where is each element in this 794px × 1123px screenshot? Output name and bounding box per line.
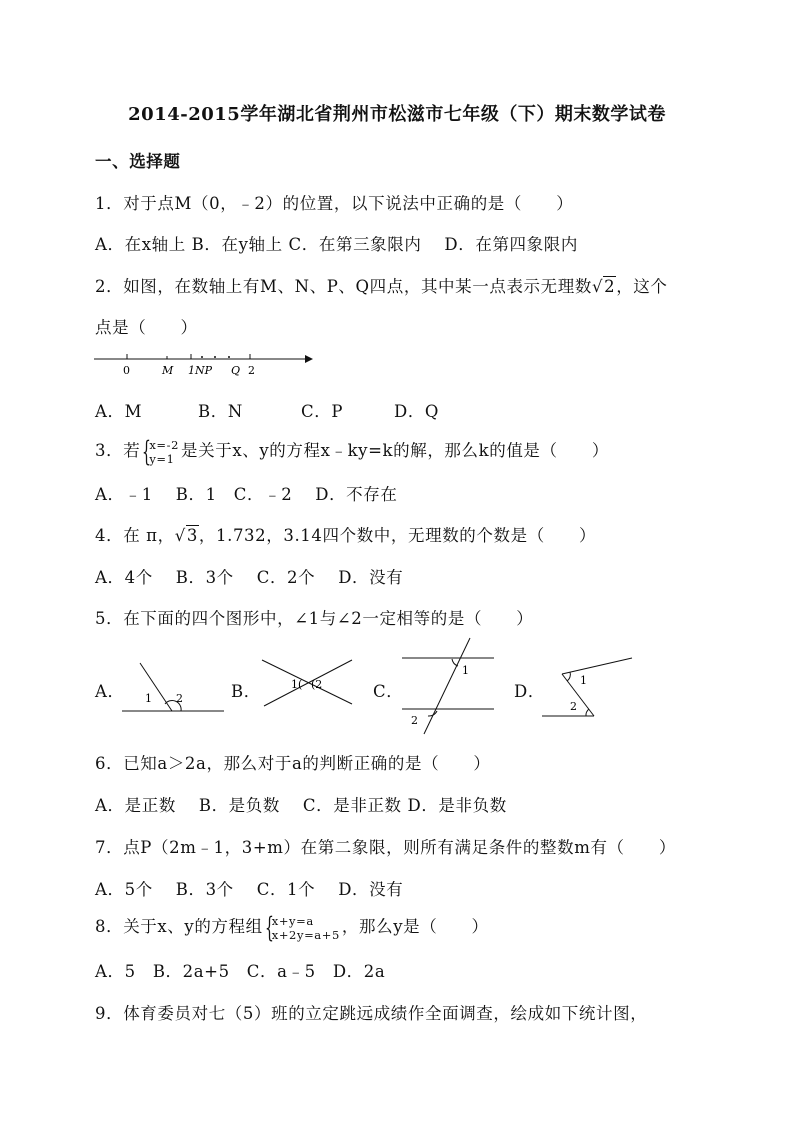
question-4-options: A．4个 B．3个 C．2个 D．没有 — [95, 568, 404, 587]
question-1-options: A．在x轴上 B．在y轴上 C．在第三象限内 D．在第四象限内 — [95, 235, 578, 254]
question-7-options: A．5个 B．3个 C．1个 D．没有 — [95, 880, 404, 899]
q2-option-d: D．Q — [394, 402, 440, 421]
q2-option-b: B．N — [198, 402, 243, 421]
question-8-options: A．5 B．2a+5 C．a﹣5 D．2a — [95, 962, 386, 981]
question-8-stem — [95, 910, 489, 944]
q2-option-c: C．P — [301, 402, 344, 421]
number-line-figure — [90, 348, 320, 378]
question-8-prefix: 8．关于x、y的方程组 — [95, 917, 263, 936]
figure-d-arc-1 — [567, 672, 570, 681]
figure-c-transversal — [424, 638, 470, 734]
question-3-suffix: 是关于x、y的方程x﹣ky=k的解，那么k的值是（ ） — [181, 441, 609, 460]
figure-a-angle-1: 1 — [145, 692, 152, 705]
q2-option-a: A．M — [95, 402, 143, 421]
page-title: 2014-2015学年湖北省荆州市松滋市七年级（下）期末数学试卷 — [128, 104, 666, 125]
system-line-2: x+2y=a+5 — [271, 927, 340, 942]
figure-c-angle-2: 2 — [411, 714, 418, 727]
system-line-1: x=-2 — [149, 437, 180, 452]
figure-c — [398, 636, 498, 736]
left-brace-icon: { — [142, 434, 152, 468]
figure-b-angle-1: 1( — [291, 678, 303, 691]
figure-d-angle-1: 1 — [580, 674, 587, 687]
label-1np: 1NP — [188, 364, 213, 377]
question-2-options — [95, 398, 439, 422]
point-p-dot — [214, 356, 216, 358]
question-9-stem: 9．体育委员对七（5）班的立定跳远成绩作全面调查，绘成如下统计图， — [95, 1004, 648, 1023]
tick-label-2: 2 — [248, 364, 255, 377]
figure-d-side-line — [562, 674, 594, 716]
question-7-stem: 7．点P（2m﹣1，3+m）在第二象限，则所有满足条件的整数m有（ ） — [95, 838, 676, 857]
figure-a — [118, 660, 226, 716]
question-6-options: A．是正数 B．是负数 C．是非正数 D．是非负数 — [95, 796, 507, 815]
left-brace-icon: { — [264, 910, 274, 944]
question-2-stem-b: ，这个 — [616, 277, 668, 296]
figure-d-top-ray — [562, 658, 632, 674]
figure-b-angle-2: (2 — [311, 678, 323, 691]
question-6-stem: 6．已知a＞2a，那么对于a的判断正确的是（ ） — [95, 754, 491, 773]
point-n-dot — [201, 356, 203, 358]
label-m: M — [162, 364, 174, 377]
q5-option-b-label: B． — [231, 682, 261, 701]
question-4-stem-a: 4．在 π， — [95, 526, 175, 545]
figure-d-angle-2: 2 — [570, 700, 577, 713]
tick-label-0: 0 — [123, 364, 130, 377]
sqrt-radicand: 3 — [186, 526, 198, 545]
system-line-1: x+y=a — [271, 913, 314, 928]
question-4-stem-b: ，1.732，3.14四个数中，无理数的个数是（ ） — [198, 526, 597, 545]
sqrt-2-expression: √2 — [591, 277, 616, 296]
number-line-arrow — [305, 355, 313, 363]
point-q-dot — [228, 356, 230, 358]
figure-a-angle-2: 2 — [176, 692, 183, 705]
question-5-stem: 5．在下面的四个图形中，∠1与∠2一定相等的是（ ） — [95, 609, 534, 628]
question-2-stem-continued: 点是（ ） — [95, 318, 198, 337]
system-line-2: y=1 — [149, 451, 175, 466]
section-heading-choice: 一、选择题 — [95, 152, 181, 171]
q5-option-d-label: D． — [514, 682, 545, 701]
question-3-options: A．﹣1 B．1 C．﹣2 D．不存在 — [95, 485, 398, 504]
q5-option-c-label: C． — [373, 682, 404, 701]
label-q: Q — [231, 364, 241, 377]
sqrt-radicand: 2 — [604, 277, 616, 296]
figure-c-angle-1: 1 — [462, 664, 469, 677]
equation-system — [142, 434, 180, 468]
question-4-stem — [95, 522, 596, 546]
sqrt-3-expression: √3 — [174, 526, 198, 545]
question-8-suffix: ，那么y是（ ） — [341, 917, 489, 936]
figure-d-arc-2 — [586, 709, 589, 716]
question-1-stem: 1．对于点M（0，﹣2）的位置，以下说法中正确的是（ ） — [95, 194, 574, 213]
question-3-stem — [95, 434, 609, 468]
question-3-prefix: 3．若 — [95, 441, 141, 460]
figure-d — [538, 654, 638, 720]
question-2-stem — [95, 273, 668, 297]
question-2-stem-a: 2．如图，在数轴上有M、N、P、Q四点，其中某一点表示无理数 — [95, 277, 592, 296]
figure-c-arc-2 — [428, 711, 437, 716]
equation-system — [264, 910, 340, 944]
q5-option-a-label: A． — [95, 682, 125, 701]
figure-b — [258, 654, 358, 712]
